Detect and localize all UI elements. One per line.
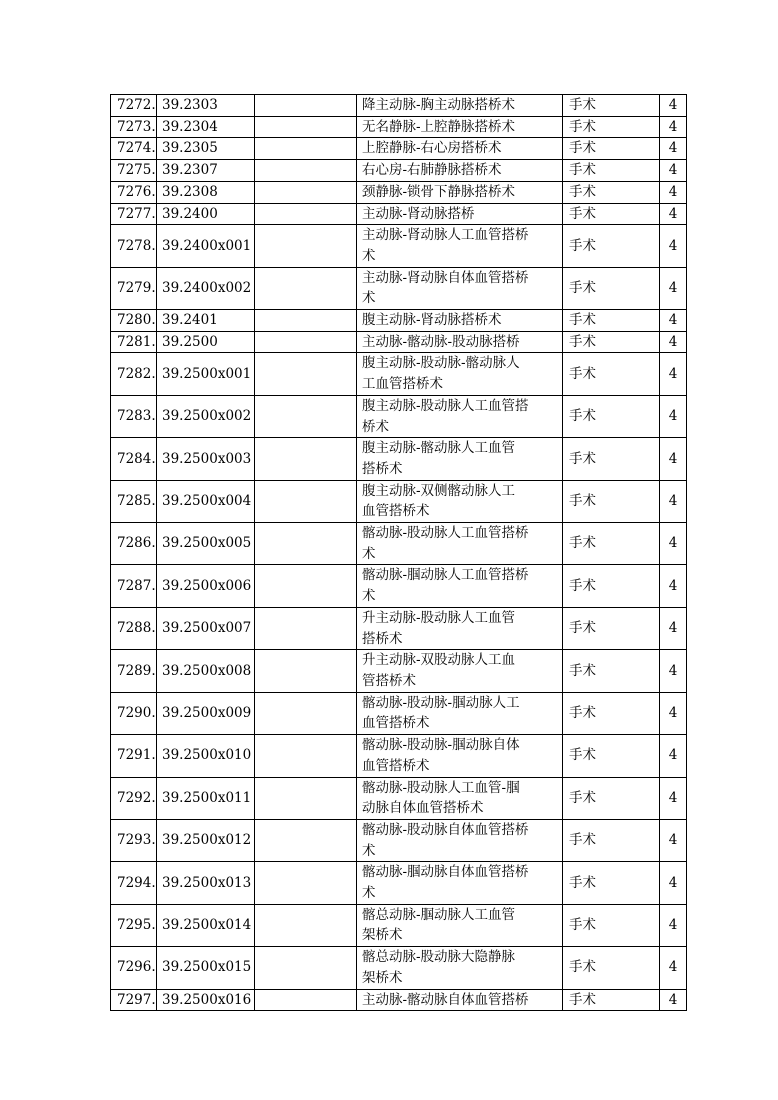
row-number: 7285.	[111, 480, 157, 522]
procedure-name: 髂总动脉-腘动脉人工血管 架桥术	[357, 904, 563, 946]
procedure-type: 手术	[563, 353, 660, 395]
empty-cell	[255, 862, 357, 904]
procedure-code: 39.2400	[157, 203, 255, 225]
procedure-grade: 4	[660, 523, 687, 565]
empty-cell	[255, 95, 357, 117]
table-row	[111, 480, 687, 522]
empty-cell	[255, 480, 357, 522]
procedure-type: 手术	[563, 989, 660, 1011]
row-number: 7296.	[111, 947, 157, 989]
empty-cell	[255, 735, 357, 777]
procedure-name: 主动脉-肾动脉自体血管搭桥 术	[357, 267, 563, 309]
table-row	[111, 331, 687, 353]
procedure-grade: 4	[660, 735, 687, 777]
procedure-grade: 4	[660, 565, 687, 607]
procedure-code: 39.2500x002	[157, 395, 255, 437]
procedure-grade: 4	[660, 438, 687, 480]
procedure-name: 髂动脉-股动脉自体血管搭桥 术	[357, 819, 563, 861]
table-row	[111, 267, 687, 309]
procedure-code: 39.2500x012	[157, 819, 255, 861]
procedure-code: 39.2500x003	[157, 438, 255, 480]
row-number: 7286.	[111, 523, 157, 565]
table-row	[111, 650, 687, 692]
empty-cell	[255, 395, 357, 437]
procedure-grade: 4	[660, 353, 687, 395]
table-row	[111, 777, 687, 819]
table-row	[111, 353, 687, 395]
procedure-code: 39.2500x016	[157, 989, 255, 1011]
row-number: 7290.	[111, 692, 157, 734]
row-number: 7287.	[111, 565, 157, 607]
procedure-name: 主动脉-肾动脉人工血管搭桥 术	[357, 225, 563, 267]
procedure-grade: 4	[660, 95, 687, 117]
empty-cell	[255, 947, 357, 989]
empty-cell	[255, 353, 357, 395]
procedure-grade: 4	[660, 138, 687, 160]
table-row	[111, 203, 687, 225]
row-number: 7282.	[111, 353, 157, 395]
procedure-type: 手术	[563, 862, 660, 904]
procedure-code: 39.2304	[157, 116, 255, 138]
procedure-code: 39.2500x009	[157, 692, 255, 734]
empty-cell	[255, 438, 357, 480]
procedure-grade: 4	[660, 181, 687, 203]
table-row	[111, 819, 687, 861]
table-row	[111, 947, 687, 989]
procedure-table-body	[111, 95, 687, 1011]
empty-cell	[255, 565, 357, 607]
procedure-name: 升主动脉-股动脉人工血管 搭桥术	[357, 607, 563, 649]
table-row	[111, 395, 687, 437]
procedure-type: 手术	[563, 203, 660, 225]
procedure-code: 39.2500x001	[157, 353, 255, 395]
table-row	[111, 438, 687, 480]
empty-cell	[255, 331, 357, 353]
empty-cell	[255, 777, 357, 819]
table-row	[111, 523, 687, 565]
row-number: 7276.	[111, 181, 157, 203]
procedure-code: 39.2500x004	[157, 480, 255, 522]
procedure-type: 手术	[563, 160, 660, 182]
procedure-table	[110, 94, 687, 1011]
procedure-type: 手术	[563, 565, 660, 607]
procedure-code: 39.2400x002	[157, 267, 255, 309]
procedure-code: 39.2305	[157, 138, 255, 160]
procedure-code: 39.2500x014	[157, 904, 255, 946]
row-number: 7274.	[111, 138, 157, 160]
empty-cell	[255, 692, 357, 734]
procedure-grade: 4	[660, 310, 687, 332]
procedure-name: 无名静脉-上腔静脉搭桥术	[357, 116, 563, 138]
row-number: 7284.	[111, 438, 157, 480]
row-number: 7279.	[111, 267, 157, 309]
procedure-name: 髂动脉-腘动脉自体血管搭桥 术	[357, 862, 563, 904]
procedure-code: 39.2500x007	[157, 607, 255, 649]
procedure-name: 腹主动脉-股动脉人工血管搭 桥术	[357, 395, 563, 437]
procedure-code: 39.2500x015	[157, 947, 255, 989]
empty-cell	[255, 267, 357, 309]
procedure-type: 手术	[563, 819, 660, 861]
procedure-type: 手术	[563, 395, 660, 437]
procedure-name: 升主动脉-双股动脉人工血 管搭桥术	[357, 650, 563, 692]
procedure-type: 手术	[563, 331, 660, 353]
procedure-grade: 4	[660, 989, 687, 1011]
empty-cell	[255, 116, 357, 138]
procedure-name: 髂动脉-股动脉人工血管搭桥 术	[357, 523, 563, 565]
procedure-type: 手术	[563, 181, 660, 203]
procedure-name: 颈静脉-锁骨下静脉搭桥术	[357, 181, 563, 203]
procedure-name: 腹主动脉-肾动脉搭桥术	[357, 310, 563, 332]
procedure-code: 39.2308	[157, 181, 255, 203]
procedure-type: 手术	[563, 310, 660, 332]
procedure-code: 39.2303	[157, 95, 255, 117]
row-number: 7292.	[111, 777, 157, 819]
procedure-grade: 4	[660, 904, 687, 946]
table-row	[111, 225, 687, 267]
procedure-type: 手术	[563, 225, 660, 267]
procedure-grade: 4	[660, 862, 687, 904]
table-row	[111, 989, 687, 1011]
empty-cell	[255, 989, 357, 1011]
row-number: 7275.	[111, 160, 157, 182]
procedure-code: 39.2500x010	[157, 735, 255, 777]
procedure-type: 手术	[563, 116, 660, 138]
empty-cell	[255, 225, 357, 267]
procedure-grade: 4	[660, 650, 687, 692]
empty-cell	[255, 160, 357, 182]
empty-cell	[255, 523, 357, 565]
procedure-grade: 4	[660, 692, 687, 734]
table-row	[111, 565, 687, 607]
row-number: 7293.	[111, 819, 157, 861]
procedure-type: 手术	[563, 735, 660, 777]
row-number: 7294.	[111, 862, 157, 904]
table-row	[111, 160, 687, 182]
procedure-type: 手术	[563, 438, 660, 480]
procedure-grade: 4	[660, 947, 687, 989]
table-row	[111, 862, 687, 904]
procedure-name: 右心房-右肺静脉搭桥术	[357, 160, 563, 182]
procedure-grade: 4	[660, 607, 687, 649]
procedure-name: 腹主动脉-股动脉-髂动脉人 工血管搭桥术	[357, 353, 563, 395]
empty-cell	[255, 203, 357, 225]
procedure-type: 手术	[563, 607, 660, 649]
procedure-code: 39.2401	[157, 310, 255, 332]
procedure-grade: 4	[660, 116, 687, 138]
procedure-type: 手术	[563, 947, 660, 989]
procedure-type: 手术	[563, 480, 660, 522]
procedure-code: 39.2500	[157, 331, 255, 353]
procedure-name: 降主动脉-胸主动脉搭桥术	[357, 95, 563, 117]
table-row	[111, 310, 687, 332]
procedure-name: 髂总动脉-股动脉大隐静脉 架桥术	[357, 947, 563, 989]
procedure-name: 腹主动脉-双侧髂动脉人工 血管搭桥术	[357, 480, 563, 522]
procedure-grade: 4	[660, 331, 687, 353]
row-number: 7272.	[111, 95, 157, 117]
procedure-name: 髂动脉-股动脉-腘动脉人工 血管搭桥术	[357, 692, 563, 734]
procedure-name: 髂动脉-股动脉人工血管-腘 动脉自体血管搭桥术	[357, 777, 563, 819]
procedure-type: 手术	[563, 692, 660, 734]
row-number: 7295.	[111, 904, 157, 946]
procedure-name: 主动脉-肾动脉搭桥	[357, 203, 563, 225]
procedure-type: 手术	[563, 777, 660, 819]
procedure-code: 39.2400x001	[157, 225, 255, 267]
table-row	[111, 735, 687, 777]
procedure-code: 39.2500x011	[157, 777, 255, 819]
procedure-type: 手术	[563, 138, 660, 160]
empty-cell	[255, 819, 357, 861]
procedure-type: 手术	[563, 904, 660, 946]
procedure-grade: 4	[660, 777, 687, 819]
procedure-type: 手术	[563, 523, 660, 565]
table-row	[111, 692, 687, 734]
procedure-name: 主动脉-髂动脉-股动脉搭桥	[357, 331, 563, 353]
table-row	[111, 904, 687, 946]
row-number: 7281.	[111, 331, 157, 353]
procedure-type: 手术	[563, 95, 660, 117]
row-number: 7283.	[111, 395, 157, 437]
row-number: 7297.	[111, 989, 157, 1011]
procedure-grade: 4	[660, 395, 687, 437]
procedure-grade: 4	[660, 480, 687, 522]
empty-cell	[255, 181, 357, 203]
empty-cell	[255, 138, 357, 160]
table-row	[111, 95, 687, 117]
procedure-code: 39.2307	[157, 160, 255, 182]
table-row	[111, 181, 687, 203]
table-row	[111, 116, 687, 138]
empty-cell	[255, 310, 357, 332]
procedure-grade: 4	[660, 225, 687, 267]
procedure-code: 39.2500x006	[157, 565, 255, 607]
row-number: 7278.	[111, 225, 157, 267]
table-row	[111, 138, 687, 160]
procedure-name: 髂动脉-腘动脉人工血管搭桥 术	[357, 565, 563, 607]
empty-cell	[255, 904, 357, 946]
table-row	[111, 607, 687, 649]
procedure-name: 主动脉-髂动脉自体血管搭桥	[357, 989, 563, 1011]
procedure-type: 手术	[563, 650, 660, 692]
row-number: 7277.	[111, 203, 157, 225]
procedure-code: 39.2500x008	[157, 650, 255, 692]
row-number: 7273.	[111, 116, 157, 138]
procedure-name: 髂动脉-股动脉-腘动脉自体 血管搭桥术	[357, 735, 563, 777]
procedure-grade: 4	[660, 267, 687, 309]
empty-cell	[255, 650, 357, 692]
procedure-code: 39.2500x013	[157, 862, 255, 904]
row-number: 7289.	[111, 650, 157, 692]
row-number: 7280.	[111, 310, 157, 332]
procedure-grade: 4	[660, 160, 687, 182]
procedure-name: 上腔静脉-右心房搭桥术	[357, 138, 563, 160]
procedure-code: 39.2500x005	[157, 523, 255, 565]
procedure-type: 手术	[563, 267, 660, 309]
empty-cell	[255, 607, 357, 649]
procedure-grade: 4	[660, 819, 687, 861]
procedure-grade: 4	[660, 203, 687, 225]
procedure-name: 腹主动脉-髂动脉人工血管 搭桥术	[357, 438, 563, 480]
row-number: 7288.	[111, 607, 157, 649]
row-number: 7291.	[111, 735, 157, 777]
